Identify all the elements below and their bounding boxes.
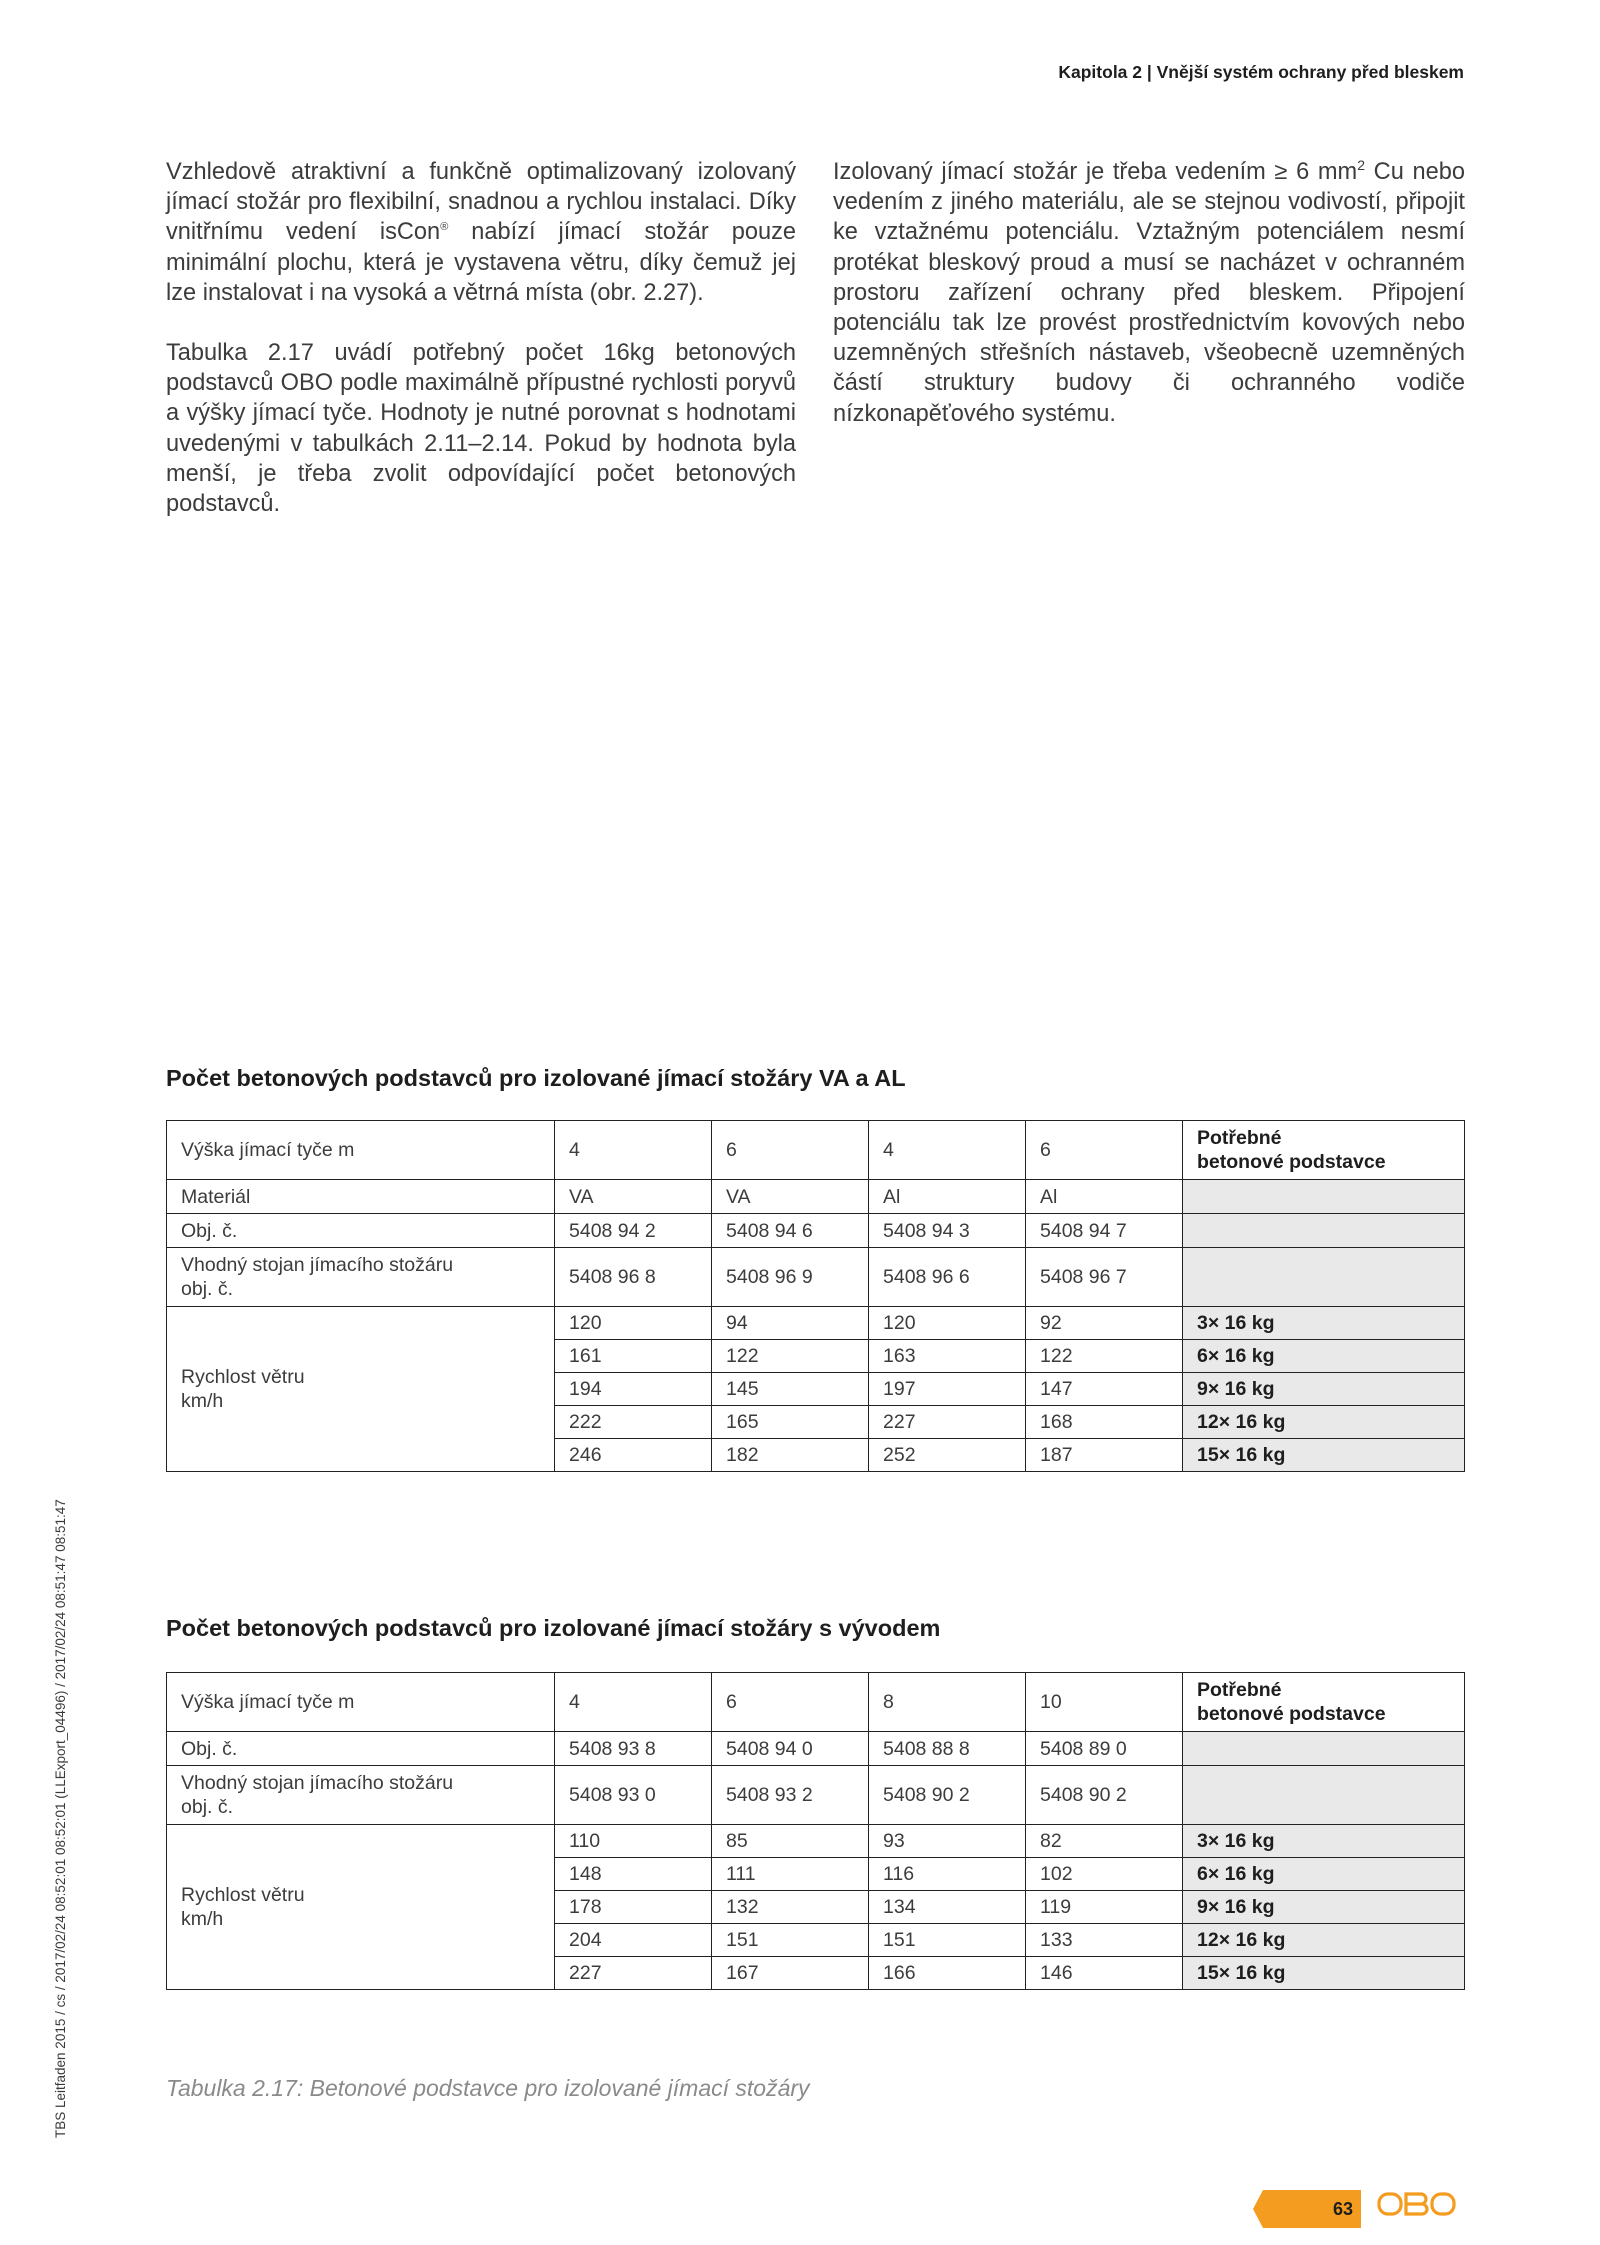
table-caption: Tabulka 2.17: Betonové podstavce pro izolované jímací stožáry: [166, 2075, 810, 2101]
table-cell: Al: [1026, 1180, 1183, 1214]
need-cell: 6× 16 kg: [1183, 1340, 1465, 1373]
need-header-line1: Potřebné: [1197, 1679, 1282, 1701]
table-cell: 110: [555, 1825, 712, 1858]
table-cell: 5408 94 7: [1026, 1214, 1183, 1248]
material-label: Materiál: [167, 1180, 555, 1214]
table-cell: 132: [712, 1891, 869, 1924]
need-cell: 15× 16 kg: [1183, 1439, 1465, 1472]
need-header-line1: Potřebné: [1197, 1127, 1282, 1149]
stand-label-line2: obj. č.: [181, 1796, 234, 1818]
need-cell: 3× 16 kg: [1183, 1825, 1465, 1858]
table-cell: 166: [869, 1957, 1026, 1990]
wind-label-line1: Rychlost větru: [181, 1884, 305, 1906]
table-cell: VA: [555, 1180, 712, 1214]
table-cell: 111: [712, 1858, 869, 1891]
stand-label-line1: Vhodný stojan jímacího stožáru: [181, 1254, 454, 1276]
order-label: Obj. č.: [167, 1214, 555, 1248]
table-cell: 151: [869, 1924, 1026, 1957]
table-cell: 10: [1026, 1673, 1183, 1732]
table-cell: 6: [712, 1673, 869, 1732]
table-cell: 194: [555, 1373, 712, 1406]
table-cell: 122: [712, 1340, 869, 1373]
right-paragraph-1-rest: Cu nebo vedením z jiného materiálu, ale se stejnou vodivostí, připojit ke vztažnému potenciálu. Vztažným potenciálem nesmí protékat bleskový proud a musí se nacházet v ochranném prostoru zařízení ochrany před bleskem. Připojení potenciálu tak lze provést prostřednictvím kovových nebo uzemněných střešních nástaveb, všeobecně uzemněných částí struktury budovy či ochranného vodiče nízkonapěťového systému.: [833, 159, 1465, 427]
obo-logo-icon: [1377, 2185, 1457, 2225]
left-paragraph-1-text: Vzhledově atraktivní a funkčně optimalizovaný izolovaný jímací stožár pro flexibilní, snadnou a rychlou instalaci. Díky vnitřnímu vedení isCon: [166, 159, 796, 246]
wind-label-line2: km/h: [181, 1908, 224, 1930]
chapter-header: Kapitola 2 | Vnější systém ochrany před bleskem: [1058, 62, 1464, 82]
height-label: Výška jímací tyče m: [167, 1673, 555, 1732]
table-cell: 145: [712, 1373, 869, 1406]
table-cell: 5408 88 8: [869, 1732, 1026, 1766]
left-paragraph-1-rest: nabízí jímací stožár pouze minimální plochu, která je vystavena větru, díky čemuž jej lze instalovat i na vysoká a větrná místa (obr. 2.27).: [166, 219, 797, 306]
right-column: [833, 157, 1465, 459]
need-cell: 6× 16 kg: [1183, 1858, 1465, 1891]
table-cell: 92: [1026, 1307, 1183, 1340]
table-cell: 187: [1026, 1439, 1183, 1472]
table-cell: 6: [1026, 1121, 1183, 1180]
left-paragraph-2: Tabulka 2.17 uvádí potřebný počet 16kg betonových podstavců OBO podle maximálně přípustné rychlosti poryvů a výšky jímací tyče. Hodnoty je nutné porovnat s hodnotami uvedenými v tabulkách 2.11–2.14. Pokud by hodnota byla menší, je třeba zvolit odpovídající počet betonových podstavců.: [166, 340, 796, 518]
stand-label: [167, 1766, 555, 1825]
table-cell: 6: [712, 1121, 869, 1180]
table-cell: 120: [869, 1307, 1026, 1340]
table-cell: 5408 89 0: [1026, 1732, 1183, 1766]
table-cell: 252: [869, 1439, 1026, 1472]
table-cell: 246: [555, 1439, 712, 1472]
table-row: [167, 1766, 1465, 1825]
table-row: [167, 1307, 1465, 1340]
need-cell: 3× 16 kg: [1183, 1307, 1465, 1340]
table-cell-empty: [1183, 1766, 1465, 1825]
stand-label-line2: obj. č.: [181, 1278, 234, 1300]
table-cell: 120: [555, 1307, 712, 1340]
table-cell: 122: [1026, 1340, 1183, 1373]
table-cell: 134: [869, 1891, 1026, 1924]
left-column: [166, 157, 796, 549]
need-cell: 12× 16 kg: [1183, 1924, 1465, 1957]
table-cell: 4: [555, 1121, 712, 1180]
table-cell: 227: [869, 1406, 1026, 1439]
table2: [166, 1672, 1465, 1990]
left-paragraph-1: [166, 157, 796, 308]
table1: [166, 1120, 1465, 1472]
table-cell-empty: [1183, 1732, 1465, 1766]
order-label: Obj. č.: [167, 1732, 555, 1766]
table-cell: 5408 94 0: [712, 1732, 869, 1766]
table-cell: 94: [712, 1307, 869, 1340]
table-cell: 197: [869, 1373, 1026, 1406]
table-cell: 163: [869, 1340, 1026, 1373]
table-row: [167, 1732, 1465, 1766]
table-cell-empty: [1183, 1248, 1465, 1307]
wind-label-line1: Rychlost větru: [181, 1366, 305, 1388]
table-cell-empty: [1183, 1180, 1465, 1214]
right-paragraph-1: [833, 157, 1465, 429]
table-cell: 165: [712, 1406, 869, 1439]
table-row: [167, 1121, 1465, 1180]
table-cell-empty: [1183, 1214, 1465, 1248]
table-row: [167, 1248, 1465, 1307]
need-header-line2: betonové podstavce: [1197, 1151, 1386, 1173]
right-paragraph-1-text: Izolovaný jímací stožár je třeba vedením ≥ 6 mm: [833, 159, 1358, 185]
table-cell: 227: [555, 1957, 712, 1990]
wind-label-line2: km/h: [181, 1390, 224, 1412]
registered-mark: ®: [440, 221, 449, 234]
table-cell: Al: [869, 1180, 1026, 1214]
table-cell: 5408 96 6: [869, 1248, 1026, 1307]
table-cell: 5408 96 8: [555, 1248, 712, 1307]
table-cell: 5408 93 8: [555, 1732, 712, 1766]
table-cell: 151: [712, 1924, 869, 1957]
page-number: 63: [1332, 2199, 1353, 2219]
need-header: [1183, 1673, 1465, 1732]
table-cell: 167: [712, 1957, 869, 1990]
table-cell: 148: [555, 1858, 712, 1891]
wind-label: [167, 1307, 555, 1472]
table-cell: 119: [1026, 1891, 1183, 1924]
superscript-2: 2: [1357, 157, 1365, 174]
need-cell: 15× 16 kg: [1183, 1957, 1465, 1990]
table-cell: 5408 94 6: [712, 1214, 869, 1248]
table-cell: 146: [1026, 1957, 1183, 1990]
wind-label: [167, 1825, 555, 1990]
table-cell: 82: [1026, 1825, 1183, 1858]
table-cell: 102: [1026, 1858, 1183, 1891]
table-cell: 116: [869, 1858, 1026, 1891]
table-cell: 4: [555, 1673, 712, 1732]
height-label: Výška jímací tyče m: [167, 1121, 555, 1180]
table-cell: VA: [712, 1180, 869, 1214]
table-cell: 5408 93 2: [712, 1766, 869, 1825]
table-cell: 204: [555, 1924, 712, 1957]
table-cell: 182: [712, 1439, 869, 1472]
table-cell: 133: [1026, 1924, 1183, 1957]
table-cell: 147: [1026, 1373, 1183, 1406]
table-row: [167, 1673, 1465, 1732]
table-cell: 85: [712, 1825, 869, 1858]
table-cell: 5408 93 0: [555, 1766, 712, 1825]
table-row: [167, 1180, 1465, 1214]
stand-label-line1: Vhodný stojan jímacího stožáru: [181, 1772, 454, 1794]
need-cell: 9× 16 kg: [1183, 1891, 1465, 1924]
table-cell: 93: [869, 1825, 1026, 1858]
need-cell: 12× 16 kg: [1183, 1406, 1465, 1439]
table-cell: 5408 94 3: [869, 1214, 1026, 1248]
need-cell: 9× 16 kg: [1183, 1373, 1465, 1406]
table-cell: 5408 90 2: [1026, 1766, 1183, 1825]
table-cell: 5408 94 2: [555, 1214, 712, 1248]
table-cell: 168: [1026, 1406, 1183, 1439]
table-cell: 4: [869, 1121, 1026, 1180]
table2-title: Počet betonových podstavců pro izolované jímací stožáry s vývodem: [166, 1615, 941, 1641]
table-row: [167, 1825, 1465, 1858]
need-header: [1183, 1121, 1465, 1180]
table-cell: 222: [555, 1406, 712, 1439]
table1-title: Počet betonových podstavců pro izolované jímací stožáry VA a AL: [166, 1065, 906, 1091]
table-cell: 8: [869, 1673, 1026, 1732]
table-cell: 161: [555, 1340, 712, 1373]
need-header-line2: betonové podstavce: [1197, 1703, 1386, 1725]
side-imprint: TBS Leitfaden 2015 / cs / 2017/02/24 08:52:01 08:52:01 (LLExport_04496) / 2017/02/24 08:51:47 08:51:47: [53, 1499, 68, 2138]
table-cell: 178: [555, 1891, 712, 1924]
table-cell: 5408 90 2: [869, 1766, 1026, 1825]
table-cell: 5408 96 7: [1026, 1248, 1183, 1307]
stand-label: [167, 1248, 555, 1307]
table-row: [167, 1214, 1465, 1248]
table-cell: 5408 96 9: [712, 1248, 869, 1307]
